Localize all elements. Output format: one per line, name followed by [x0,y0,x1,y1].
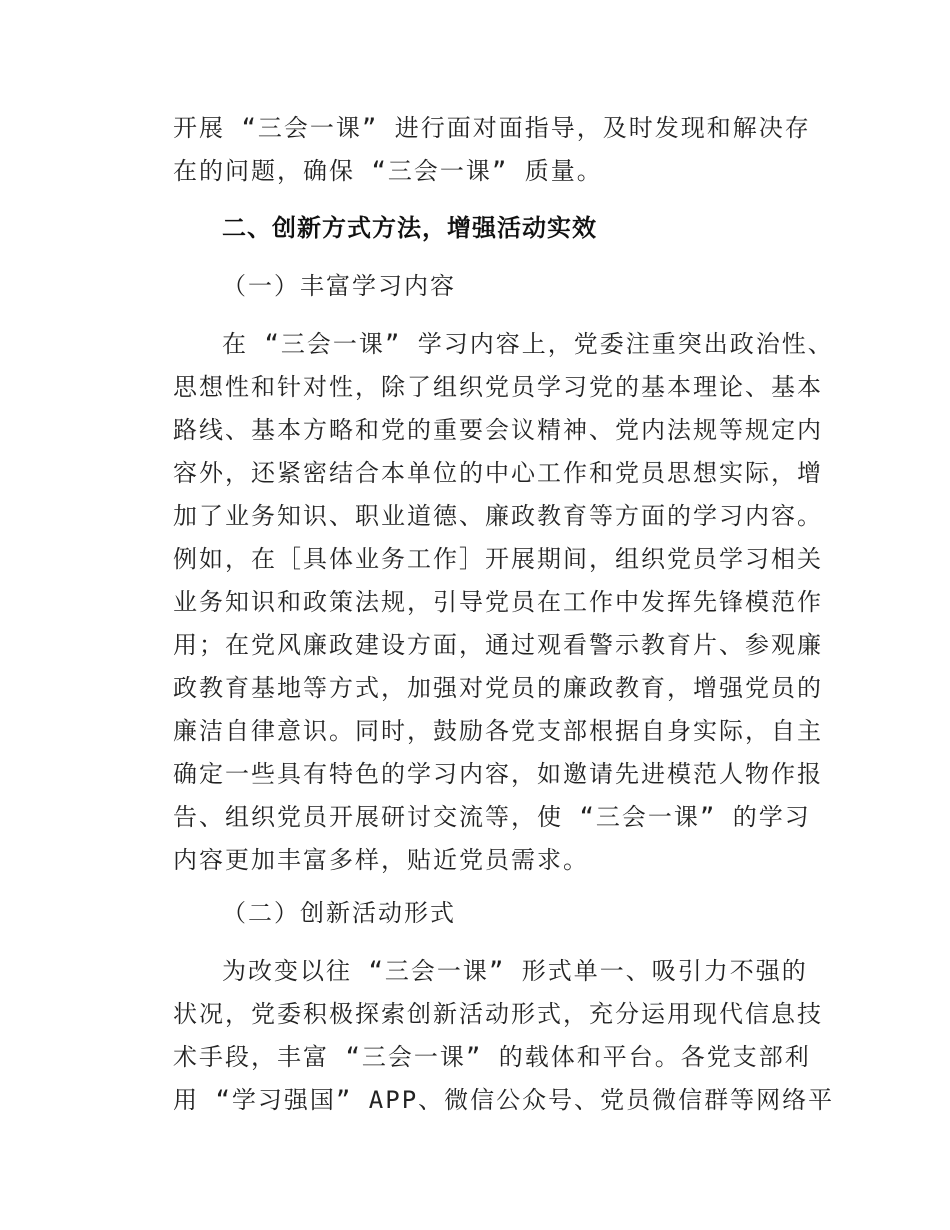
text-line: 确定一些具有特色的学习内容，如邀请先进模范人物作报 [173,760,823,788]
subsection-heading-1: （一）丰富学习内容 [222,272,456,300]
text-line: 思想性和针对性，除了组织党员学习党的基本理论、基本 [173,373,823,401]
text-line: 用；在党风廉政建设方面，通过观看警示教育片、参观廉 [173,631,823,659]
subsection-heading-2: （二）创新活动形式 [222,899,456,927]
text-line: 业务知识和政策法规，引导党员在工作中发挥先锋模范作 [173,588,823,616]
text-line: 开展 “三会一课” 进行面对面指导，及时发现和解决存 [173,114,811,142]
text-line: 政教育基地等方式，加强对党员的廉政教育，增强党员的 [173,674,823,702]
text-line: 告、组织党员开展研讨交流等，使 “三会一课” 的学习 [173,803,811,831]
text-line: 为改变以往 “三会一课” 形式单一、吸引力不强的 [222,957,808,985]
text-line: 容外，还紧密结合本单位的中心工作和党员思想实际，增 [173,459,823,487]
text-line: 加了业务知识、职业道德、廉政教育等方面的学习内容。 [173,502,823,530]
text-line: 用 “学习强国” APP、微信公众号、党员微信群等网络平 [173,1086,835,1114]
text-line: 在的问题，确保 “三会一课” 质量。 [173,157,603,185]
text-line: 在 “三会一课” 学习内容上，党委注重突出政治性、 [222,330,834,358]
text-line: 廉洁自律意识。同时，鼓励各党支部根据自身实际，自主 [173,717,823,745]
text-line: 内容更加丰富多样，贴近党员需求。 [173,846,589,874]
text-line: 状况，党委积极探索创新活动形式，充分运用现代信息技 [173,1000,823,1028]
text-line: 路线、基本方略和党的重要会议精神、党内法规等规定内 [173,416,823,444]
text-line: 术手段，丰富 “三会一课” 的载体和平台。各党支部利 [173,1043,811,1071]
text-line: 例如，在［具体业务工作］开展期间，组织党员学习相关 [173,545,823,573]
section-heading: 二、创新方式方法，增强活动实效 [222,214,597,242]
